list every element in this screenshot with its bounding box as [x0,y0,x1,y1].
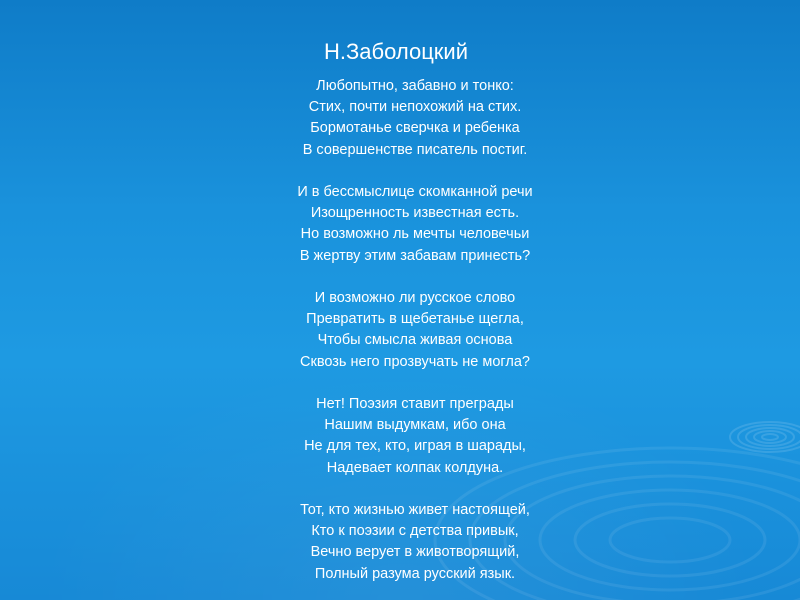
poem-line: Надевает колпак колдуна. [326,459,504,476]
poem-stanza-5 [200,500,630,585]
poem-line: Нет! Поэзия ставит преграды [316,396,514,412]
poem-line: Любопытно, забавно и тонко: [316,78,514,94]
poem-line: Не для тех, кто, играя в шарады, [304,438,526,455]
poem-line: Вечно верует в животворящий, [310,544,520,561]
poem-line: И возможно ли русское слово [314,290,516,306]
poem-line: Но возможно ль мечты человечьи [300,226,530,243]
poem-stanza-1 [200,76,630,161]
poem-line: Полный разума русский язык. [314,565,516,582]
poem-line: Тот, кто жизнью живет настоящей, [300,502,530,518]
poem-line: Стих, почти непохожий на стих. [308,99,522,116]
title-row [298,38,468,66]
poem-line: Изощренность известная есть. [310,205,520,222]
poem-line: В жертву этим забавам принесть? [299,247,531,264]
poem-line: Превратить в щебетанье щегла, [306,311,524,328]
poem-line: Чтобы смысла живая основа [317,332,513,349]
poem-line: Нашим выдумкам, ибо она [324,417,506,434]
poem-line: В совершенстве писатель постиг. [302,141,528,158]
poem-stanza-2 [200,182,630,267]
slide-title: Н.Заболоцкий [324,39,468,64]
poem-line: Кто к поэзии с детства привык, [311,523,519,540]
poem-stanza-4 [200,394,630,479]
poem-line: Сквозь него прозвучать не могла? [300,353,530,370]
poem-line: И в бессмыслице скомканной речи [297,184,533,200]
poem-text [200,76,630,585]
poem-stanza-3 [200,288,630,373]
poem-line: Бормотанье сверчка и ребенка [310,120,520,137]
